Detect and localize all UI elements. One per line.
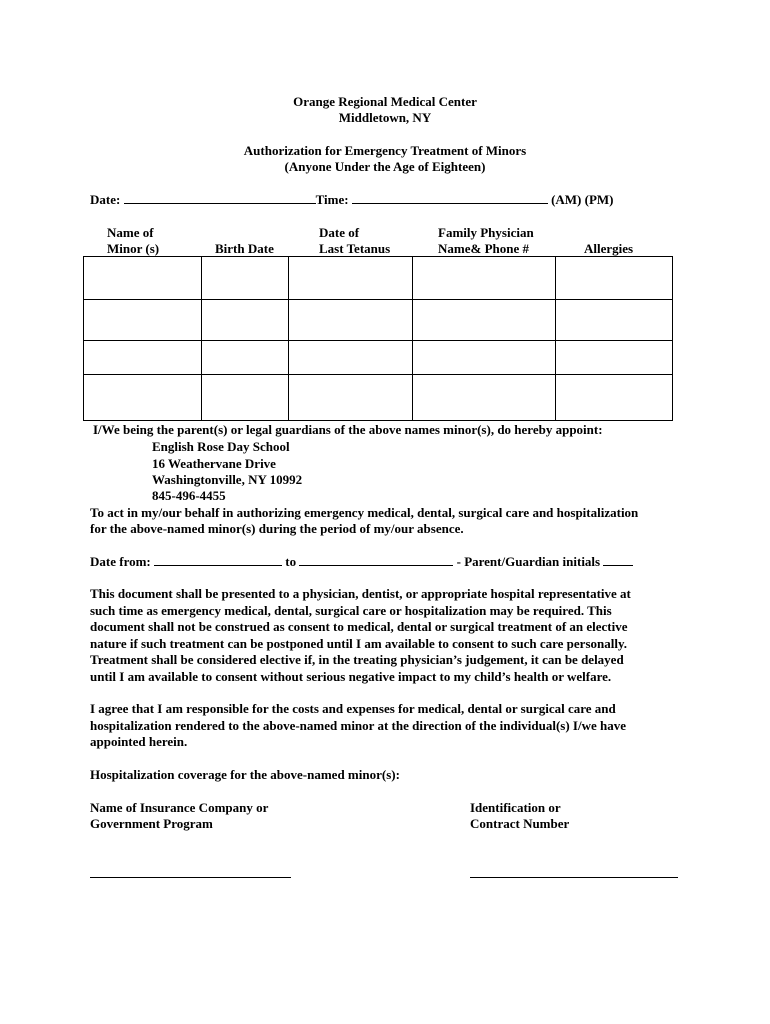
table-cell[interactable] xyxy=(84,375,202,421)
table-cell[interactable] xyxy=(84,257,202,300)
date-to-field[interactable] xyxy=(299,554,453,566)
appointee-name: English Rose Day School xyxy=(152,439,290,454)
col-header-physician-line2: Name& Phone # xyxy=(438,241,529,256)
appointment-intro: I/We being the parent(s) or legal guardians of the above names minor(s), do hereby appoint: xyxy=(93,422,603,437)
insurance-id-field[interactable] xyxy=(470,877,678,878)
table-cell[interactable] xyxy=(556,375,673,421)
table-cell[interactable] xyxy=(84,300,202,341)
disclaimer-line: until I am available to consent without serious negative impact to my child’s health or welfare. xyxy=(90,668,612,684)
table-cell[interactable] xyxy=(413,375,556,421)
date-field[interactable] xyxy=(124,192,316,204)
table-row xyxy=(84,375,673,421)
disclaimer-line: nature if such treatment can be postponed until I am available to consent to such care personally. xyxy=(90,635,627,651)
col-header-allergies: Allergies xyxy=(584,241,634,256)
table-cell[interactable] xyxy=(202,300,289,341)
table-cell[interactable] xyxy=(289,375,413,421)
disclaimer-line: document shall not be construed as consent to medical, dental or surgical treatment of an elective xyxy=(90,619,628,634)
disclaimer-line: such time as emergency medical, dental, surgical care or hospitalization may be required. This xyxy=(90,602,612,618)
time-field[interactable] xyxy=(352,192,548,204)
minors-table xyxy=(83,256,673,421)
appointee-street: 16 Weathervane Drive xyxy=(152,456,276,471)
ampm-label: (AM) (PM) xyxy=(551,192,614,207)
table-cell[interactable] xyxy=(289,257,413,300)
date-time-line xyxy=(90,192,614,208)
table-cell[interactable] xyxy=(202,375,289,421)
table-row xyxy=(84,257,673,300)
org-name: Orange Regional Medical Center xyxy=(293,94,477,109)
col-header-minor-line1: Name of xyxy=(107,225,154,240)
insurance-company-field[interactable] xyxy=(90,877,291,878)
disclaimer-line: Treatment shall be considered elective if, in the treating physician’s judgement, it can be delayed xyxy=(90,652,624,667)
date-range-line xyxy=(90,554,633,570)
date-from-field[interactable] xyxy=(154,554,282,566)
purpose-line-1: To act in my/our behalf in authorizing emergency medical, dental, surgical care and hospitalization xyxy=(90,505,639,520)
table-row xyxy=(84,341,673,375)
org-location: Middletown, NY xyxy=(338,110,432,125)
table-cell[interactable] xyxy=(202,257,289,300)
table-cell[interactable] xyxy=(413,257,556,300)
insurance-heading: Hospitalization coverage for the above-named minor(s): xyxy=(90,767,400,782)
date-label: Date: xyxy=(90,192,121,207)
initials-label: - Parent/Guardian initials xyxy=(456,554,601,569)
table-row xyxy=(84,300,673,341)
appointee-city: Washingtonville, NY 10992 xyxy=(152,472,303,487)
insurance-id-label-1: Identification or xyxy=(470,800,561,815)
form-title: Authorization for Emergency Treatment of Minors xyxy=(243,143,527,158)
form-subtitle: (Anyone Under the Age of Eighteen) xyxy=(284,159,486,174)
table-cell[interactable] xyxy=(556,300,673,341)
date-from-label: Date from: xyxy=(90,554,151,569)
time-label: Time: xyxy=(315,192,349,207)
responsibility-line: hospitalization rendered to the above-named minor at the direction of the individual(s) I/we have xyxy=(90,717,627,733)
table-cell[interactable] xyxy=(413,300,556,341)
date-to-label: to xyxy=(285,554,297,569)
initials-field[interactable] xyxy=(603,554,633,566)
table-cell[interactable] xyxy=(556,257,673,300)
insurance-id-label-2: Contract Number xyxy=(470,816,570,831)
table-cell[interactable] xyxy=(289,341,413,375)
insurance-company-label-2: Government Program xyxy=(90,816,213,831)
purpose-line-2: for the above-named minor(s) during the period of my/our absence. xyxy=(90,521,464,536)
disclaimer-paragraph xyxy=(90,586,631,685)
table-cell[interactable] xyxy=(413,341,556,375)
col-header-tetanus-line2: Last Tetanus xyxy=(319,241,391,256)
col-header-minor-line2: Minor (s) xyxy=(107,241,160,256)
responsibility-paragraph xyxy=(90,701,626,751)
col-header-physician-line1: Family Physician xyxy=(438,225,534,240)
table-cell[interactable] xyxy=(556,341,673,375)
col-header-birth-date: Birth Date xyxy=(215,241,274,256)
table-cell[interactable] xyxy=(84,341,202,375)
appointee-phone: 845-496-4455 xyxy=(152,488,226,503)
table-cell[interactable] xyxy=(289,300,413,341)
table-cell[interactable] xyxy=(202,341,289,375)
insurance-company-label-1: Name of Insurance Company or xyxy=(90,800,269,815)
responsibility-line: appointed herein. xyxy=(90,734,188,749)
col-header-tetanus-line1: Date of xyxy=(319,225,360,240)
disclaimer-line: This document shall be presented to a physician, dentist, or appropriate hospital representative at xyxy=(90,586,631,601)
responsibility-line: I agree that I am responsible for the costs and expenses for medical, dental or surgical care and xyxy=(90,701,616,716)
